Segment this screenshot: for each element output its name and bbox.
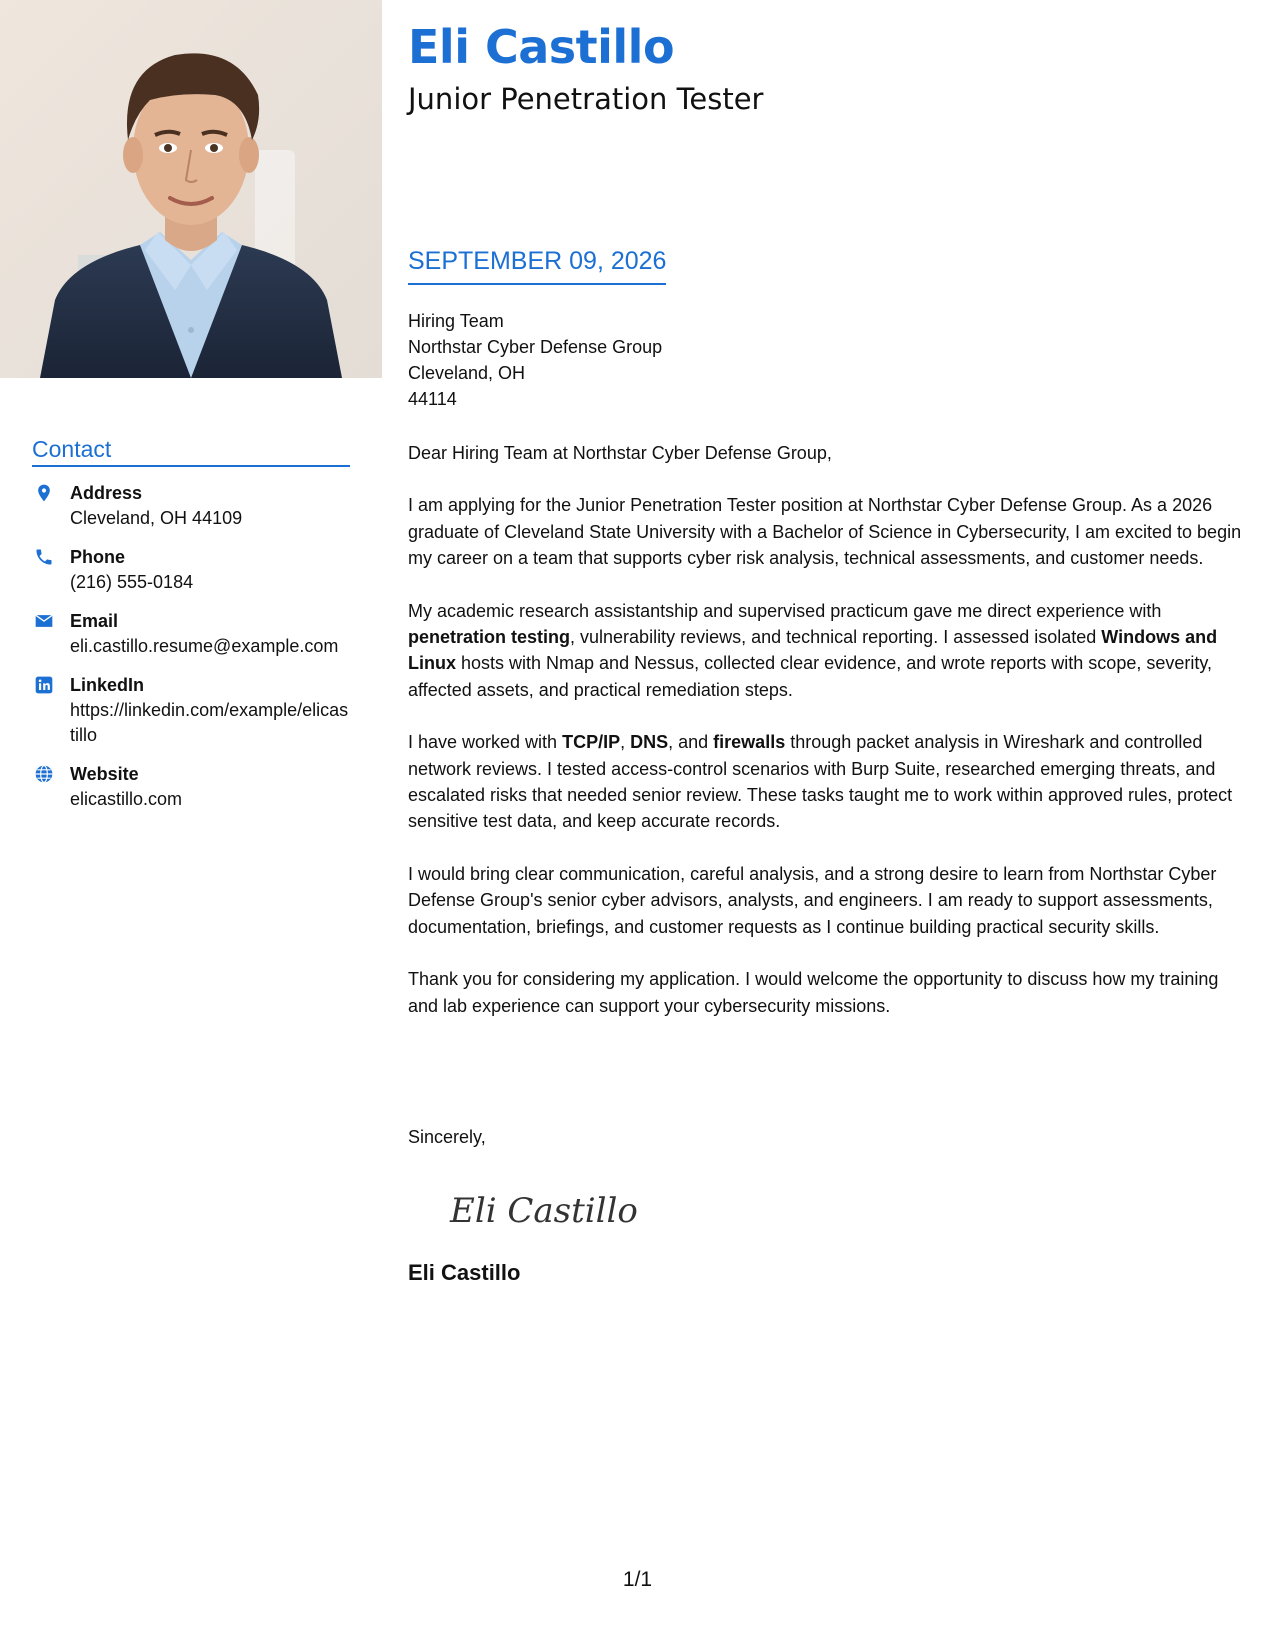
recipient-address xyxy=(408,308,662,412)
letter-date: SEPTEMBER 09, 2026 xyxy=(408,248,666,285)
text-run: through packet analysis in Wireshark and controlled network reviews. I tested access-control scenarios with Burp Suite, researched emerging threats, and escalated risks that needed senior review. These tasks taught me to work within approved rules, protect sensitive test data, and keep accurate records. xyxy=(408,732,1233,832)
contact-linkedin xyxy=(32,673,350,748)
paragraph-2 xyxy=(408,598,1253,704)
bold-text: DNS xyxy=(630,732,669,753)
job-title: Junior Penetration Tester xyxy=(408,82,764,116)
contact-label: Website xyxy=(70,764,139,785)
closing: Sincerely, xyxy=(408,1127,486,1147)
phone-value: (216) 555-0184 xyxy=(70,572,194,593)
website-link[interactable]: elicastillo.com xyxy=(70,789,183,810)
handwritten-signature xyxy=(448,1186,648,1234)
contact-label: Email xyxy=(70,611,119,632)
profile-photo xyxy=(0,0,382,378)
linkedin-icon xyxy=(32,673,70,748)
bold-text: firewalls xyxy=(713,732,786,753)
recipient-line: Cleveland, OH xyxy=(408,363,526,383)
salutation: Dear Hiring Team at Northstar Cyber Defense Group, xyxy=(408,443,832,463)
email-link[interactable]: eli.castillo.resume@example.com xyxy=(70,636,339,657)
map-pin-icon xyxy=(32,481,70,531)
address-value: Cleveland, OH 44109 xyxy=(70,508,243,529)
contact-phone xyxy=(32,545,350,595)
recipient-line: Northstar Cyber Defense Group xyxy=(408,337,663,357)
text-run: I have worked with xyxy=(408,732,563,753)
text-run: My academic research assistantship and supervised practicum gave me direct experience with xyxy=(408,600,1162,621)
text-run: , xyxy=(620,732,631,753)
contact-email xyxy=(32,609,350,659)
bold-text: penetration testing xyxy=(408,627,571,648)
contact-heading: Contact xyxy=(32,436,350,467)
envelope-icon xyxy=(32,609,70,659)
recipient-line: Hiring Team xyxy=(408,311,504,331)
contact-section xyxy=(32,436,350,812)
contact-label: LinkedIn xyxy=(70,675,145,696)
paragraph-5: Thank you for considering my application. I would welcome the opportunity to discuss how my training and lab experience can support your cybersecurity missions. xyxy=(408,969,1219,1016)
paragraph-4: I would bring clear communication, careful analysis, and a strong desire to learn from Northstar Cyber Defense Group's senior cyber advisors, analysts, and engineers. I am ready to support assessments, documentation, briefings, and customer requests as I continue building practical security skills. xyxy=(408,863,1217,937)
globe-icon xyxy=(32,762,70,812)
applicant-name: Eli Castillo xyxy=(408,20,675,74)
linkedin-link[interactable]: https://linkedin.com/example/elicastillo xyxy=(70,700,349,746)
letter-body xyxy=(408,440,1253,1045)
text-run: , and xyxy=(668,732,714,753)
contact-address xyxy=(32,481,350,531)
page-number: 1/1 xyxy=(622,1568,653,1591)
bold-text: TCP/IP xyxy=(562,732,621,753)
svg-text:Eli Castillo: Eli Castillo xyxy=(450,1191,638,1231)
recipient-line: 44114 xyxy=(408,389,457,409)
bold-text: Windows and Linux xyxy=(408,627,1218,674)
text-run: , vulnerability reviews, and technical reporting. I assessed isolated xyxy=(570,627,1102,648)
signer-name: Eli Castillo xyxy=(408,1260,521,1285)
contact-label: Address xyxy=(70,483,143,504)
contact-label: Phone xyxy=(70,547,126,568)
signature-block xyxy=(408,1127,908,1286)
contact-website xyxy=(32,762,350,812)
paragraph-3 xyxy=(408,729,1253,835)
text-run: hosts with Nmap and Nessus, collected clear evidence, and wrote reports with scope, severity, affected assets, and practical remediation steps. xyxy=(408,653,1213,700)
phone-icon xyxy=(32,545,70,595)
paragraph-1: I am applying for the Junior Penetration Tester position at Northstar Cyber Defense Group. As a 2026 graduate of Cleveland State University with a Bachelor of Science in Cybersecurity, I am excited to begin my career on a team that supports cyber risk analysis, technical assessments, and customer needs. xyxy=(408,495,1242,569)
